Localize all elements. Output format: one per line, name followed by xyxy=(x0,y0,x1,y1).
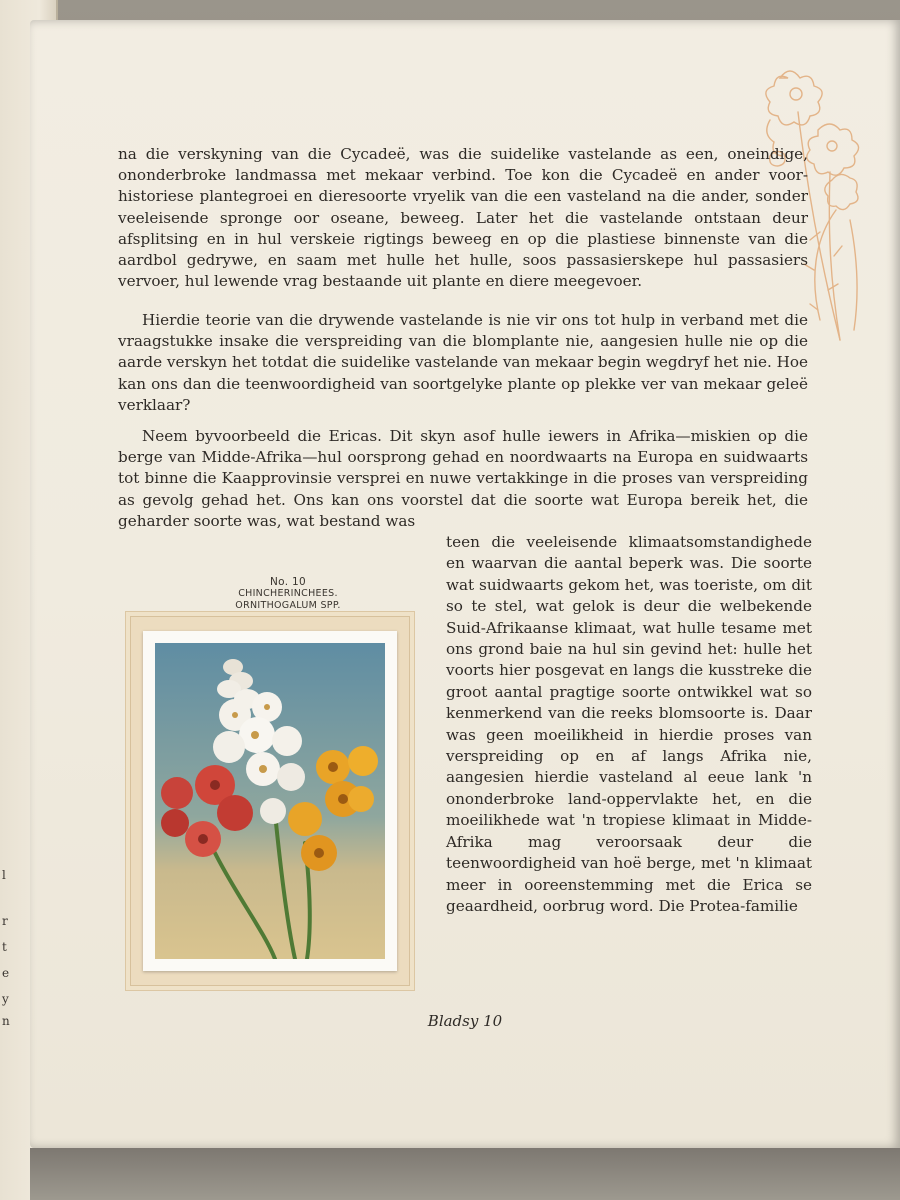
chincherinchee-card xyxy=(143,631,397,971)
left-page-fragment: n xyxy=(2,1014,10,1028)
plate-frame xyxy=(130,616,410,986)
column-text: teen die veeleisende klimaatsomstandighede en waarvan die aantal beperk was. Die soorte wat suidwaarts gekom het, was toeriste, om dit so te stel, wat gelok is deur die welbekende Suid-Afrikaanse klimaat, wat hulle tesame met ons grond baie na hul sin gevind het: hulle het voorts hier posgevat en langs die kusstreke die groot aantal pragtige soorte ontwikkel wat so kenmerkend van die reeks blomsoorte is. Daar was geen moeilikheid in hierdie proses van verspreiding op en af langs Afrika nie, aangesien hierdie vasteland al eeue lank 'n ononderbroke land-oppervlakte het, en die moeilikhede wat 'n tropiese klimaat in Midde-Afrika mag veroorsaak deur die teenwoordigheid van hoë berge, met 'n klimaat meer in ooreenstemming met die Erica se geaardheid, oorbrug word. Die Protea-familie xyxy=(446,533,812,915)
page-number: Bladsy 10 xyxy=(427,1012,503,1030)
paragraph-2 xyxy=(118,310,808,416)
text-column xyxy=(446,532,812,917)
plate-caption xyxy=(118,576,458,612)
left-page-fragment: l xyxy=(2,868,6,882)
paragraph-3 xyxy=(118,426,808,532)
left-page-fragment: e xyxy=(2,966,10,980)
book-page xyxy=(30,20,900,1148)
left-page-fragment: y xyxy=(2,992,9,1006)
plate-number: No. 10 xyxy=(270,576,306,588)
plate-latin-name: ORNITHOGALUM SPP. xyxy=(235,600,341,611)
table-edge xyxy=(30,1148,900,1200)
left-page-fragment: r xyxy=(2,914,8,928)
chincherinchee-painting xyxy=(155,643,385,959)
paragraph-1-text: na die verskyning van die Cycadeë, was die suidelike vastelande as een, oneindige, ononderbroke landmassa met mekaar verbind. Toe kon die Cycadeë en ander voor-historiese plantegroei en dieresoorte vryelik van die een vasteland na die ander, sonder veeleisende spronge oor oseane, beweeg. Later het die vastelande ontstaan deur afsplitsing en in hul verskeie rigtings beweeg en op die plastiese binnenste van die aardbol gedrywe, en saam met hulle het hulle, soos passasierskepe hul passasiers vervoer, hul lewende vrag bestaande uit plante en diere meegevoer. xyxy=(118,145,808,291)
paragraph-3-text: Neem byvoorbeeld die Ericas. Dit skyn asof hulle iewers in Afrika—miskien op die berge van Midde-Afrika—hul oorsprong gehad en noordwaarts na Europa en suidwaarts tot binne die Kaapprovinsie versprei en nuwe vertakkinge in die proses van verspreiding as gevolg gehad het. Ons kan ons voorstel dat die soorte wat Europa bereik het, die geharder soorte was, wat bestand was xyxy=(118,427,808,530)
left-page-fragment: t xyxy=(2,940,7,954)
paragraph-1 xyxy=(118,144,808,292)
paragraph-2-text: Hierdie teorie van die drywende vastelande is nie vir ons tot hulp in verband met die vraagstukke insake die verspreiding van die blomplante nie, aangesien hulle nie op die aarde verskyn het totdat die suidelike vastelande van mekaar begin wegdryf het nie. Hoe kan ons dan die teenwoordigheid van soortgelyke plante op plekke ver van mekaar geleë verklaar? xyxy=(118,311,808,414)
plate-common-name: CHINCHERINCHEES. xyxy=(238,588,338,599)
